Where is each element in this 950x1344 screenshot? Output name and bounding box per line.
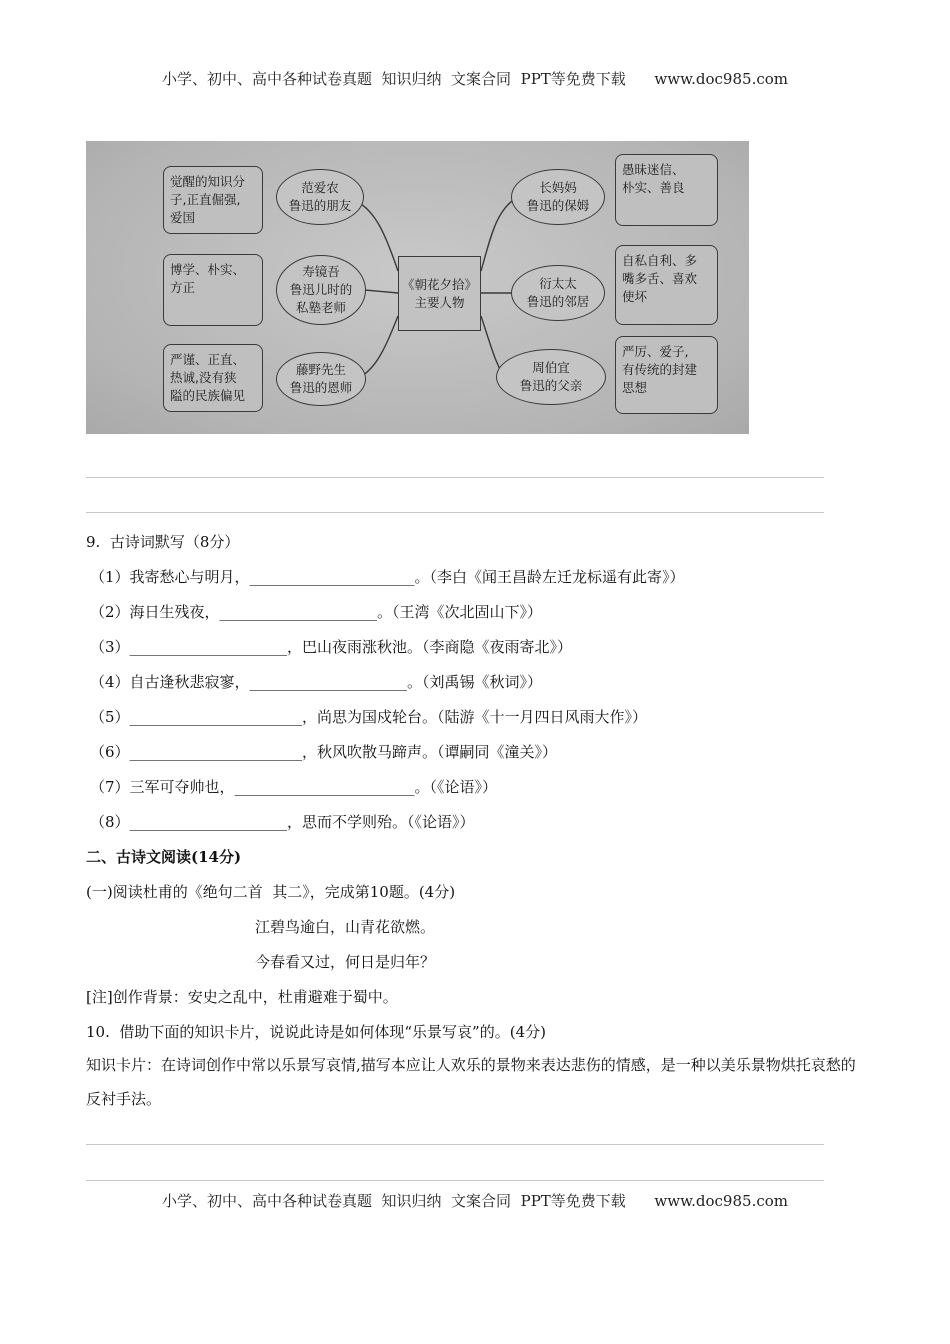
q9-item-2: （2）海日生残夜，_____________________。（王湾《次北固山下》） bbox=[90, 603, 543, 621]
answer-line bbox=[86, 477, 824, 478]
answer-line bbox=[86, 1144, 824, 1145]
oval-fujino: 藤野先生 鲁迅的恩师 bbox=[276, 352, 366, 406]
traits-box-zhou-boyi: 严厉、爱子, 有传统的封建 思想 bbox=[615, 336, 718, 414]
q9-item-3: （3）_____________________，巴山夜雨涨秋池。（李商隐《夜雨寄北》） bbox=[90, 638, 573, 656]
page-footer: 小学、初中、高中各种试卷真题 知识归纳 文案合同 PPT等免费下载 www.doc985.com bbox=[161, 1192, 788, 1210]
traits-box-yan-taitai: 自私自利、多 嘴多舌、喜欢 使坏 bbox=[615, 245, 718, 325]
poem-line-1: 江碧鸟逾白，山青花欲燃。 bbox=[255, 918, 436, 936]
q9-item-1: （1）我寄愁心与明月，______________________。（李白《闻王昌龄左迁龙标遥有此寄》） bbox=[90, 568, 685, 586]
q9-item-8: （8）_____________________，思而不学则殆。（《论语》） bbox=[90, 813, 475, 831]
poem-note: [注]创作背景：安史之乱中，杜甫避难于蜀中。 bbox=[86, 988, 398, 1006]
q9-title: 9. 古诗词默写（8分） bbox=[86, 533, 240, 551]
oval-chang-mama: 长妈妈 鲁迅的保姆 bbox=[511, 169, 605, 225]
character-mind-map bbox=[86, 141, 749, 434]
section2-title: 二、古诗文阅读(14分) bbox=[86, 848, 242, 866]
answer-line bbox=[86, 512, 824, 513]
q9-item-5: （5）_______________________，尚思为国戍轮台。（陆游《十一月四日风雨大作》） bbox=[90, 708, 648, 726]
knowledge-card: 知识卡片：在诗词创作中常以乐景写哀情,描写本应让人欢乐的景物来表达悲伤的情感，是一种以美乐景物烘托哀愁的反衬手法。 bbox=[86, 1056, 856, 1108]
traits-box-fan-ainong: 觉醒的知识分 子,正直倔强, 爱国 bbox=[163, 166, 263, 234]
q9-item-7: （7）三军可夺帅也，________________________。（《论语》） bbox=[90, 778, 498, 796]
q9-item-6: （6）_______________________，秋风吹散马蹄声。（谭嗣同《潼关》） bbox=[90, 743, 558, 761]
center-node: 《朝花夕拾》 主要人物 bbox=[398, 256, 481, 331]
q10-question: 10. 借助下面的知识卡片，说说此诗是如何体现“乐景写哀”的。(4分) bbox=[86, 1023, 546, 1041]
answer-line bbox=[86, 1180, 824, 1181]
poem-line-2: 今春看又过，何日是归年？ bbox=[255, 953, 436, 971]
traits-box-fujino: 严谨、正直、 热诚,没有狭 隘的民族偏见 bbox=[163, 344, 263, 412]
oval-yan-taitai: 衍太太 鲁迅的邻居 bbox=[511, 265, 605, 321]
oval-shou-jingwu: 寿镜吾 鲁迅儿时的 私塾老师 bbox=[276, 255, 366, 325]
q9-item-4: （4）自古逢秋悲寂寥，_____________________。（刘禹锡《秋词》） bbox=[90, 673, 543, 691]
page-header: 小学、初中、高中各种试卷真题 知识归纳 文案合同 PPT等免费下载 www.doc985.com bbox=[161, 70, 788, 88]
traits-box-chang-mama: 愚昧迷信、 朴实、善良 bbox=[615, 154, 718, 226]
section2-intro: (一)阅读杜甫的《绝句二首 其二》，完成第10题。(4分) bbox=[86, 883, 456, 901]
oval-zhou-boyi: 周伯宜 鲁迅的父亲 bbox=[496, 349, 606, 405]
oval-fan-ainong: 范爱农 鲁迅的朋友 bbox=[276, 169, 364, 225]
traits-box-shou-jingwu: 博学、朴实、 方正 bbox=[163, 254, 263, 326]
